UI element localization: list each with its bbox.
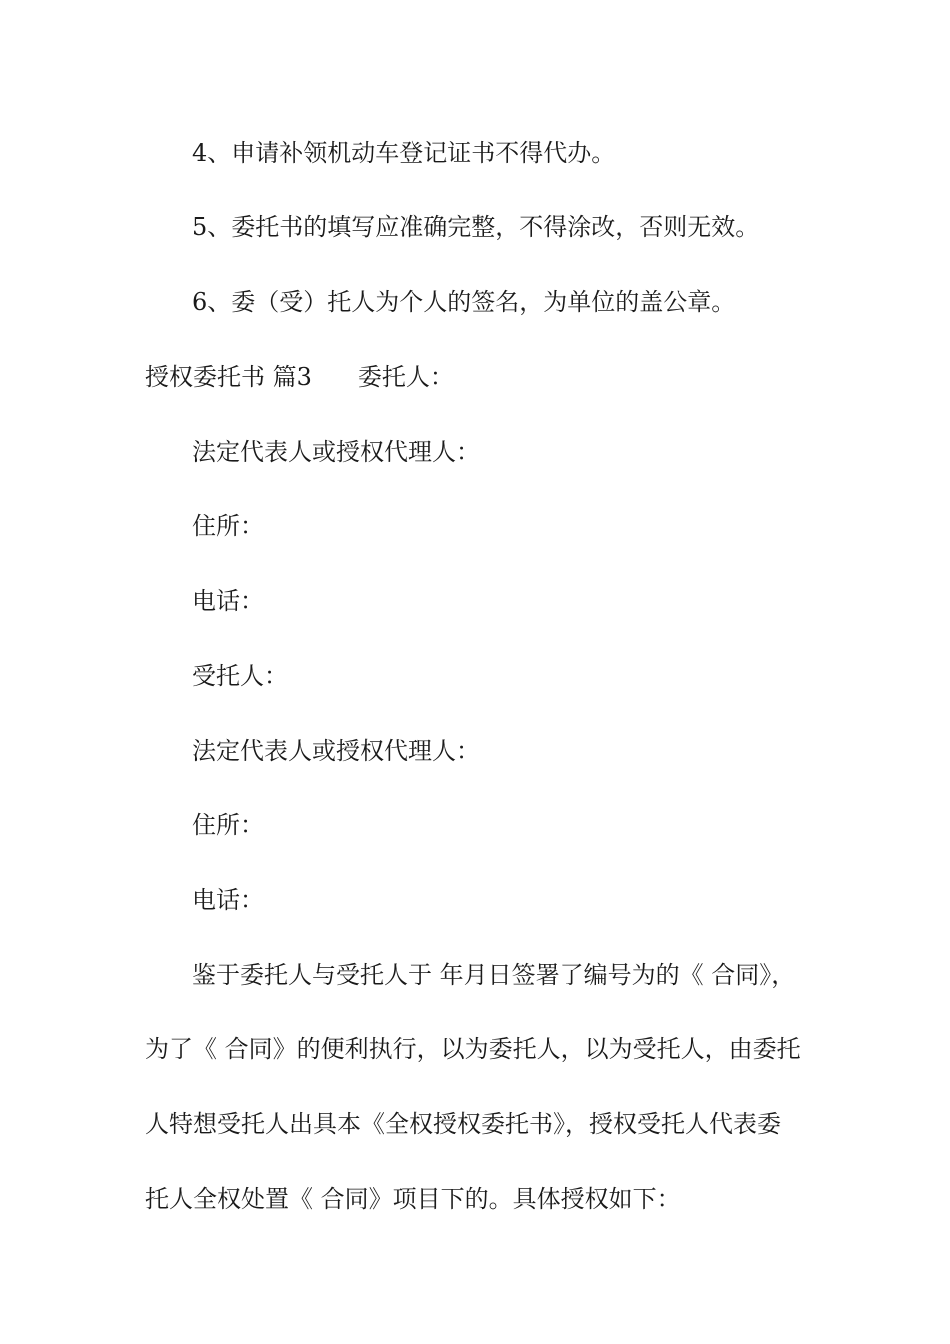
section-title: 授权委托书 篇3 [145, 363, 312, 391]
principal-representative-field: 法定代表人或授权代理人： [192, 438, 480, 466]
principal-phone-field: 电话： [192, 587, 264, 615]
paragraph-line-3: 人特想受托人出具本《全权授权委托书》，授权受托人代表委 [145, 1110, 781, 1138]
agent-address-field: 住所： [192, 811, 264, 839]
agent-phone-field: 电话： [192, 886, 264, 914]
principal-label: 委托人： [357, 363, 454, 391]
list-item-6: 6、委（受）托人为个人的签名，为单位的盖公章。 [192, 288, 736, 316]
section-heading-line [145, 362, 454, 392]
agent-label: 受托人： [192, 662, 288, 690]
principal-address-field: 住所： [192, 512, 264, 540]
paragraph-line-2: 为了《 合同》的便利执行，以为委托人，以为受托人，由委托 [145, 1035, 801, 1063]
paragraph-line-1: 鉴于委托人与受托人于 年月日签署了编号为的《 合同》， [192, 961, 796, 989]
list-item-5: 5、委托书的填写应准确完整，不得涂改，否则无效。 [192, 213, 760, 241]
paragraph-line-4: 托人全权处置《 合同》项目下的。具体授权如下： [145, 1185, 681, 1213]
list-item-4: 4、申请补领机动车登记证书不得代办。 [192, 139, 616, 167]
agent-representative-field: 法定代表人或授权代理人： [192, 737, 480, 765]
